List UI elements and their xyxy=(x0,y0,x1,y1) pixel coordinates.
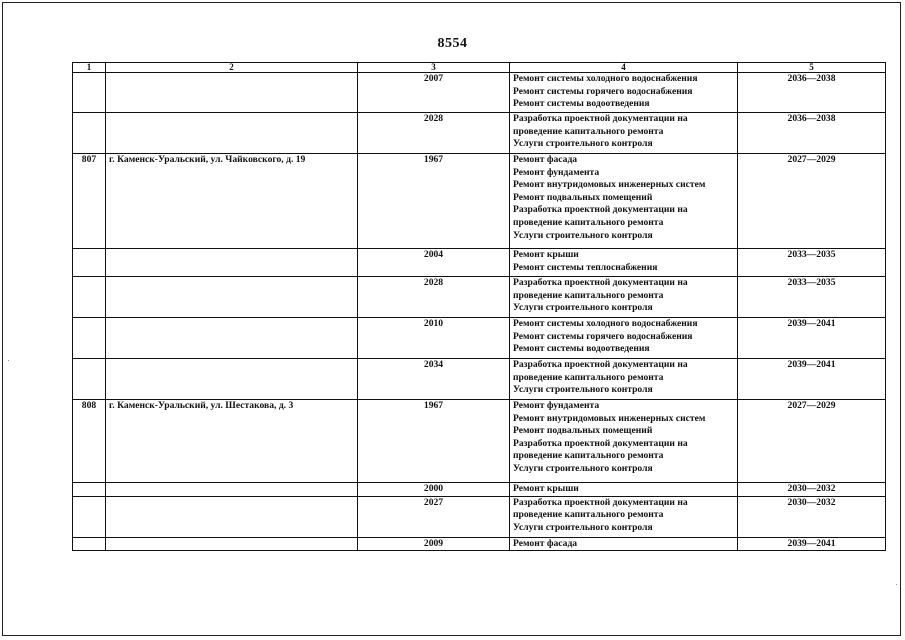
table-row xyxy=(73,318,886,359)
repair-work-item: Услуги строительного контроля xyxy=(513,229,653,241)
repair-work-item: проведение капитального ремонта xyxy=(513,450,664,462)
repair-work-item: Услуги строительного контроля xyxy=(513,384,653,396)
page-number: 8554 xyxy=(437,36,468,51)
object-number xyxy=(73,113,106,154)
column-header: 4 xyxy=(510,63,738,73)
object-address xyxy=(106,483,358,497)
repair-works xyxy=(510,496,738,537)
object-address xyxy=(106,496,358,537)
planned-period: 2033—2035 xyxy=(738,277,886,318)
object-address xyxy=(106,249,358,277)
commissioning-year: 2000 xyxy=(358,483,510,497)
object-address xyxy=(106,113,358,154)
commissioning-year: 1967 xyxy=(358,400,510,483)
repair-works xyxy=(510,400,738,483)
column-header: 3 xyxy=(358,63,510,73)
repair-work-item: проведение капитального ремонта xyxy=(513,125,664,137)
planned-period: 2036—2038 xyxy=(738,73,886,113)
repair-works xyxy=(510,113,738,154)
commissioning-year: 2007 xyxy=(358,73,510,113)
object-number: 807 xyxy=(73,154,106,249)
commissioning-year: 2034 xyxy=(358,359,510,400)
object-number: 808 xyxy=(73,400,106,483)
repair-work-item: Ремонт системы горячего водоснабжения xyxy=(513,85,693,97)
object-number xyxy=(73,537,106,551)
commissioning-year: 2004 xyxy=(358,249,510,277)
table-row xyxy=(73,483,886,497)
planned-period: 2039—2041 xyxy=(738,318,886,359)
repair-work-item: Услуги строительного контроля xyxy=(513,521,653,533)
repair-work-item: Разработка проектной документации на xyxy=(513,277,688,288)
repair-work-item: Ремонт внутридомовых инженерных систем xyxy=(513,179,706,191)
repair-work-item: проведение капитального ремонта xyxy=(513,216,664,228)
repair-work-item: Разработка проектной документации на xyxy=(513,204,688,216)
planned-period: 2039—2041 xyxy=(738,359,886,400)
repair-works xyxy=(510,73,738,113)
repair-works xyxy=(510,359,738,400)
repair-work-item: Ремонт системы холодного водоснабжения xyxy=(513,318,698,329)
planned-period: 2027—2029 xyxy=(738,154,886,249)
object-address xyxy=(106,318,358,359)
object-address: г. Каменск-Уральский, ул. Шестакова, д. 3 xyxy=(106,400,358,483)
repair-work-item: Ремонт внутридомовых инженерных систем xyxy=(513,412,706,424)
planned-period: 2027—2029 xyxy=(738,400,886,483)
object-number xyxy=(73,277,106,318)
object-address xyxy=(106,537,358,551)
repair-work-item: проведение капитального ремонта xyxy=(513,371,664,383)
repair-work-item: Ремонт системы горячего водоснабжения xyxy=(513,330,693,342)
repair-work-item: Услуги строительного контроля xyxy=(513,462,653,474)
repair-work-item: Ремонт крыши xyxy=(513,249,579,260)
repair-works xyxy=(510,277,738,318)
commissioning-year: 2028 xyxy=(358,113,510,154)
table-row xyxy=(73,400,886,483)
repair-work-item: Услуги строительного контроля xyxy=(513,138,653,150)
object-number xyxy=(73,359,106,400)
repair-work-item: Ремонт фундамента xyxy=(513,400,600,411)
column-header: 2 xyxy=(106,63,358,73)
repair-work-item: Ремонт системы водоотведения xyxy=(513,98,650,110)
repair-works xyxy=(510,483,738,497)
column-header: 5 xyxy=(738,63,886,73)
repair-work-item: Разработка проектной документации на xyxy=(513,359,688,370)
object-number xyxy=(73,496,106,537)
scan-speck xyxy=(8,360,9,361)
table-row xyxy=(73,73,886,113)
planned-period: 2036—2038 xyxy=(738,113,886,154)
repair-work-item: Ремонт подвальных помещений xyxy=(513,191,653,203)
object-number xyxy=(73,73,106,113)
repair-work-item: проведение капитального ремонта xyxy=(513,289,664,301)
table-row xyxy=(73,249,886,277)
repair-work-item: Ремонт системы теплоснабжения xyxy=(513,261,658,273)
scan-speck xyxy=(896,584,897,585)
object-address: г. Каменск-Уральский, ул. Чайковского, д. 19 xyxy=(106,154,358,249)
commissioning-year: 2010 xyxy=(358,318,510,359)
planned-period: 2033—2035 xyxy=(738,249,886,277)
repair-work-item: Ремонт фасада xyxy=(513,154,578,165)
repair-work-item: Услуги строительного контроля xyxy=(513,302,653,314)
repair-work-item: Ремонт фундамента xyxy=(513,166,600,178)
repair-work-item: Разработка проектной документации на xyxy=(513,113,688,124)
repair-work-item: Ремонт подвальных помещений xyxy=(513,425,653,437)
commissioning-year: 2027 xyxy=(358,496,510,537)
planned-period: 2030—2032 xyxy=(738,483,886,497)
object-address xyxy=(106,359,358,400)
planned-period: 2039—2041 xyxy=(738,537,886,551)
repair-work-item: проведение капитального ремонта xyxy=(513,509,664,521)
table-row xyxy=(73,113,886,154)
object-number xyxy=(73,483,106,497)
column-header: 1 xyxy=(73,63,106,73)
repair-schedule-table xyxy=(72,62,886,551)
commissioning-year: 1967 xyxy=(358,154,510,249)
commissioning-year: 2009 xyxy=(358,537,510,551)
repair-work-item: Разработка проектной документации на xyxy=(513,437,688,449)
planned-period: 2030—2032 xyxy=(738,496,886,537)
table-row xyxy=(73,154,886,249)
object-number xyxy=(73,318,106,359)
repair-work-item: Ремонт системы холодного водоснабжения xyxy=(513,73,698,84)
repair-work-item: Разработка проектной документации на xyxy=(513,496,688,508)
repair-work-item: Ремонт крыши xyxy=(513,483,579,494)
repair-works xyxy=(510,249,738,277)
repair-works xyxy=(510,318,738,359)
repair-work-item: Ремонт системы водоотведения xyxy=(513,343,650,355)
table-row xyxy=(73,277,886,318)
table-header-row xyxy=(73,63,886,73)
table-row xyxy=(73,496,886,537)
object-address xyxy=(106,277,358,318)
repair-works xyxy=(510,154,738,249)
repair-works xyxy=(510,537,738,551)
object-address xyxy=(106,73,358,113)
table-row xyxy=(73,359,886,400)
object-number xyxy=(73,249,106,277)
table-row xyxy=(73,537,886,551)
repair-work-item: Ремонт фасада xyxy=(513,537,578,549)
commissioning-year: 2028 xyxy=(358,277,510,318)
